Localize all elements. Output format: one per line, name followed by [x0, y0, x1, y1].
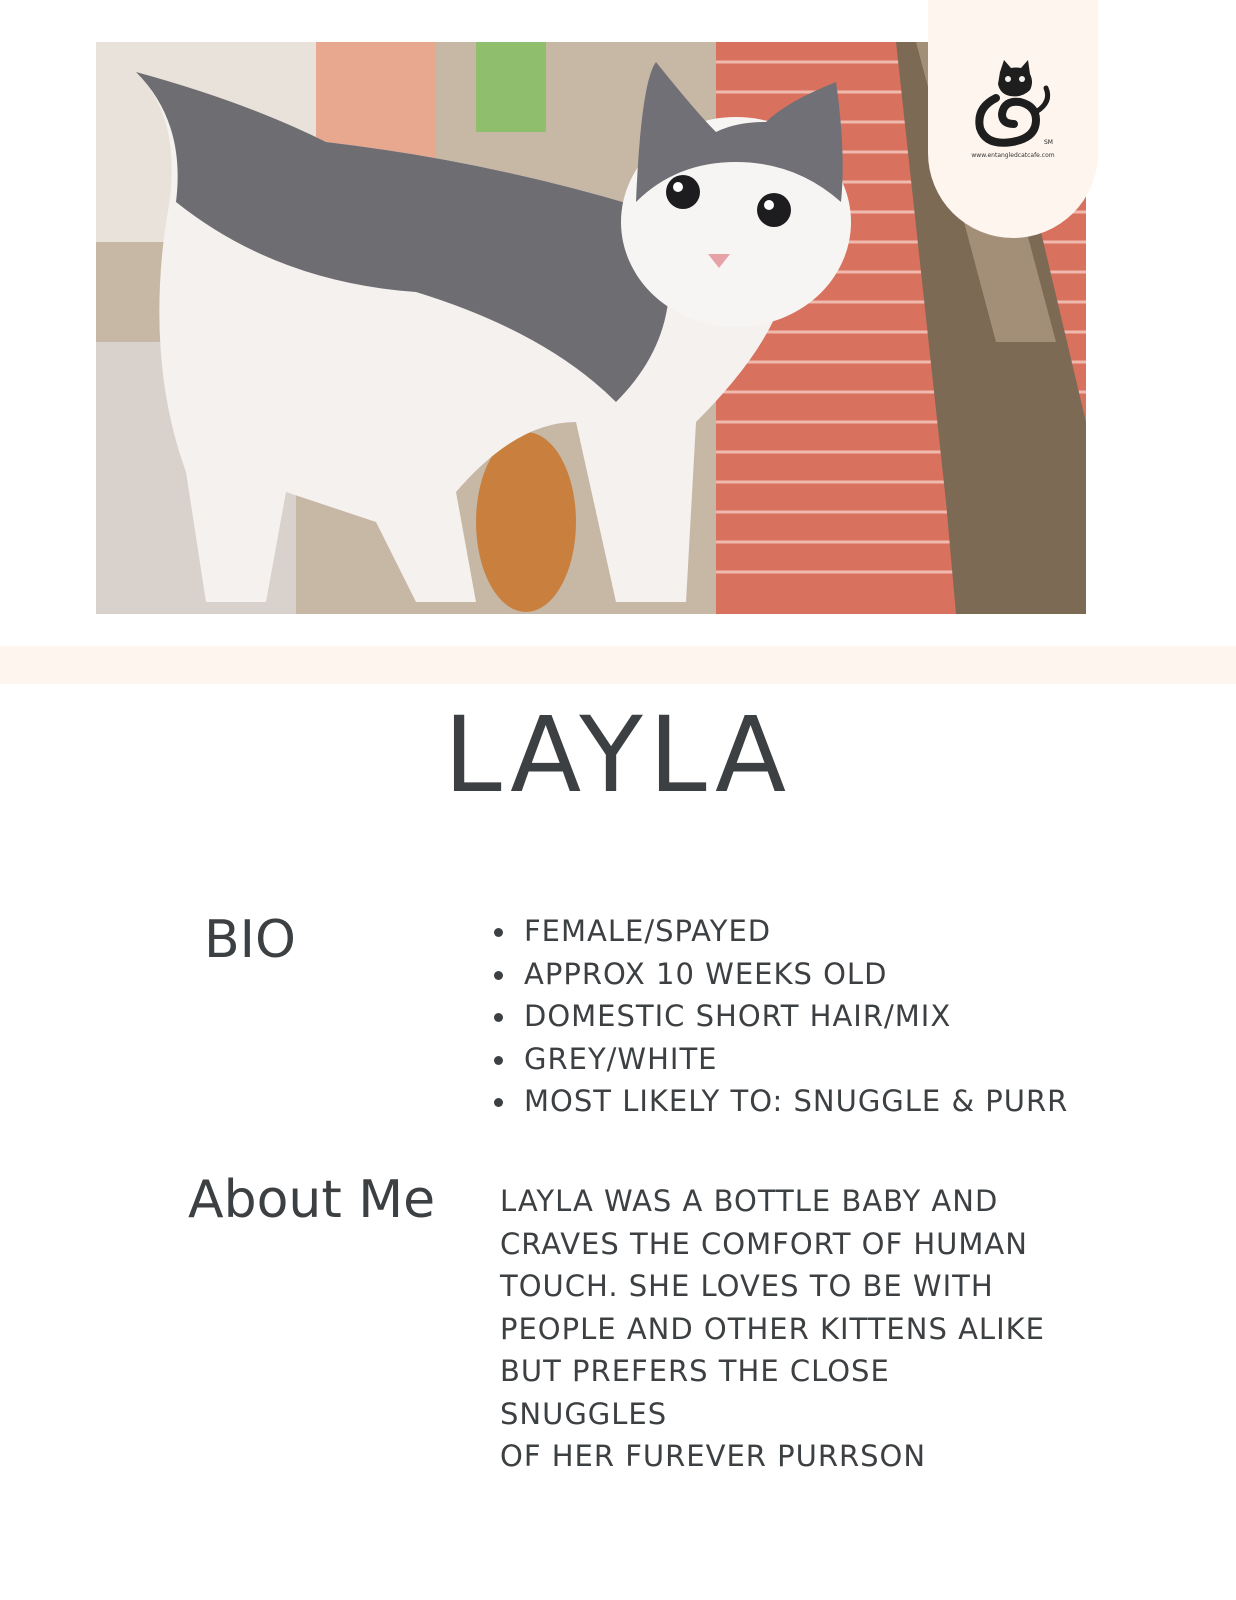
about-me-text [500, 1180, 1060, 1478]
about-line: TOUCH. SHE LOVES TO BE WITH [500, 1269, 994, 1303]
logo-sm-mark: SM [1044, 139, 1053, 146]
about-line: OF HER FUREVER PURRSON [500, 1439, 927, 1473]
logo-tab [928, 0, 1098, 238]
bio-item-age: APPROX 10 WEEKS OLD [494, 953, 1194, 996]
cat-logo-icon [966, 58, 1060, 152]
about-line: LAYLA WAS A BOTTLE BABY AND [500, 1184, 999, 1218]
bio-list [494, 910, 1194, 1123]
bio-item-color: GREY/WHITE [494, 1038, 1194, 1081]
about-line: CRAVES THE COMFORT OF HUMAN [500, 1226, 1028, 1261]
logo-url-text: www.entangledcatcafe.com [971, 152, 1055, 159]
bio-item-breed: DOMESTIC SHORT HAIR/MIX [494, 995, 1194, 1038]
cream-divider-band [0, 646, 1236, 684]
bio-item-sex: FEMALE/SPAYED [494, 910, 1194, 953]
bio-heading: BIO [204, 910, 296, 970]
bio-item-most-likely: MOST LIKELY TO: SNUGGLE & PURR [494, 1080, 1194, 1123]
about-line: BUT PREFERS THE CLOSE SNUGGLES [500, 1354, 890, 1431]
pet-name-title: LAYLA [443, 694, 793, 816]
about-line: PEOPLE AND OTHER KITTENS ALIKE [500, 1311, 1045, 1346]
about-me-heading: About Me [188, 1170, 436, 1230]
